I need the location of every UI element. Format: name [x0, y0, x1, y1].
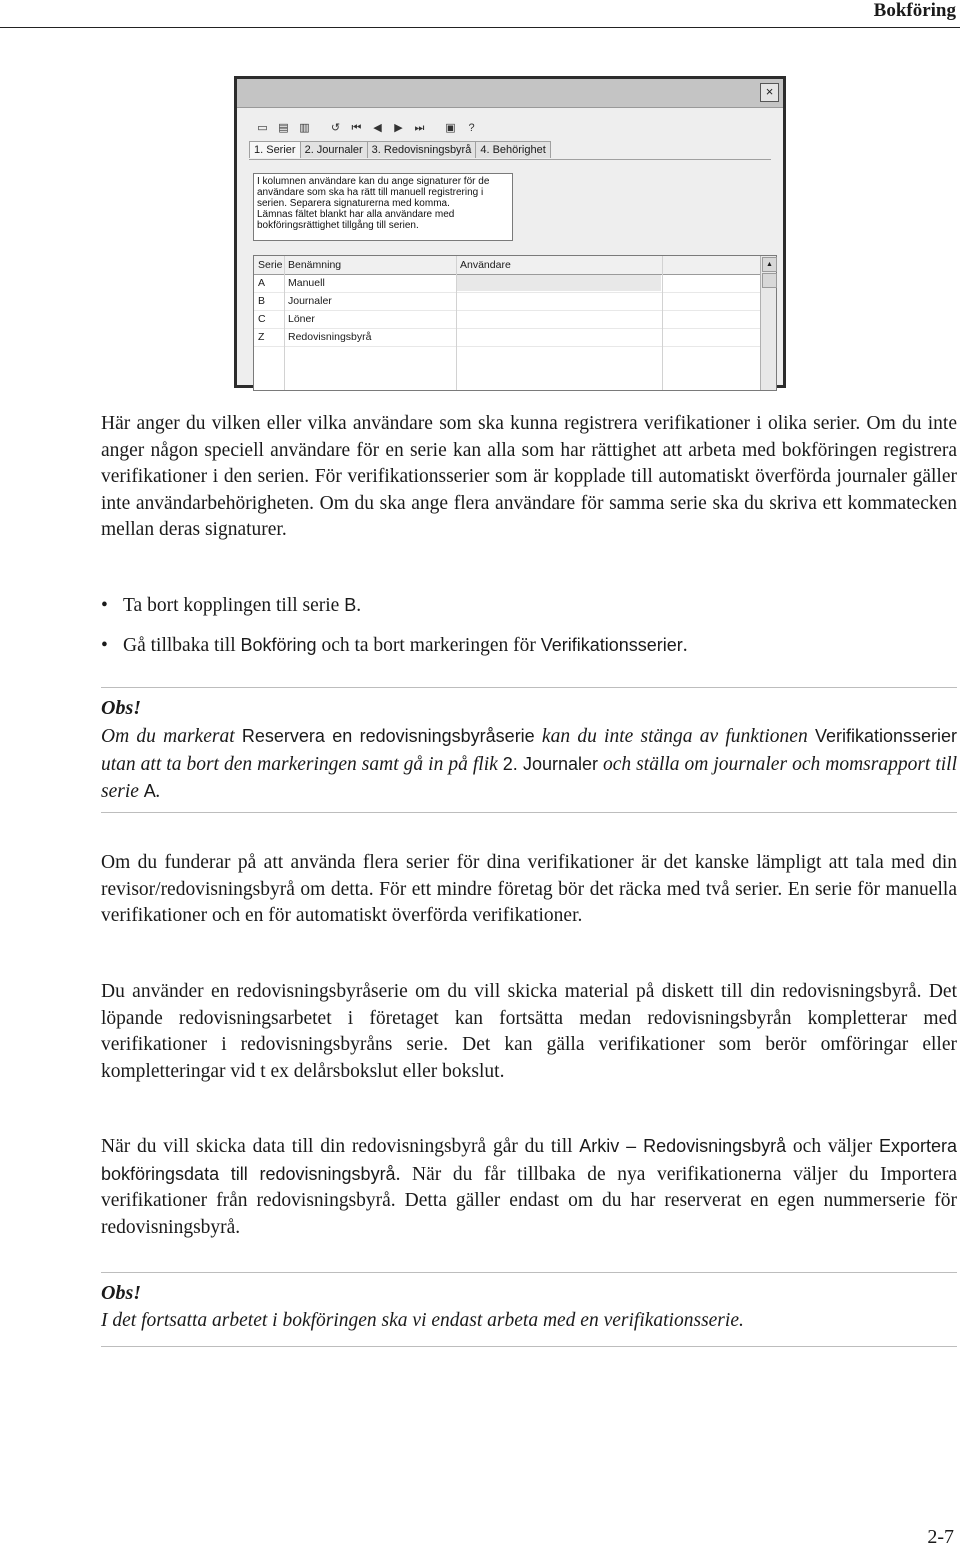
cell-name: Löner — [288, 313, 315, 325]
info-line: bokföringsrättighet tillgång till serien. — [257, 220, 419, 231]
tab-strip — [249, 141, 550, 158]
undo-icon[interactable]: ↺ — [330, 122, 341, 134]
settings-window — [234, 76, 786, 388]
toolbar-separator — [318, 121, 322, 135]
note-text: utan att ta bort den markeringen samt gå in på flik — [101, 753, 503, 775]
vertical-scrollbar[interactable] — [760, 256, 776, 390]
folder-icon[interactable]: ▭ — [257, 122, 268, 134]
prev-icon[interactable]: ◀ — [373, 122, 382, 134]
tab-behorighet[interactable]: 4. Behörighet — [475, 141, 550, 158]
obs-note: I det fortsatta arbetet i bokföringen ska vi endast arbeta med en verifikationsserie. — [101, 1310, 744, 1331]
divider-rule — [101, 1272, 957, 1273]
bullet-item — [101, 632, 688, 659]
cell-name: Manuell — [288, 277, 325, 289]
paragraph-text: och väljer — [786, 1136, 879, 1157]
note-text: och ställa om journaler och momsrapport till serie — [101, 753, 958, 802]
scroll-up-icon[interactable]: ▲ — [762, 257, 777, 272]
user-cell[interactable] — [456, 275, 661, 291]
paragraph-users: Här anger du vilken eller vilka användare som ska kunna registrera verifikationer i olika serier. Om du inte anger någon speciell användare för en serie kan alla som har rättighet att arbeta med bokföringen registrera verifikationer i den serien. För verifikationsserier som är kopplade till automatiskt överförda journaler gäller inte användarbehörigheten. Om du ska ange flera användare för samma serie ska du skriva ett kommatecken mellan deras signaturer. — [101, 413, 957, 540]
paragraph-bureau-series: Du använder en redovisningsbyråserie om du vill skicka material på diskett till din redovisningsbyrå. Det löpande redovisningsarbetet i företaget kan fortsätta medan redovisningsbyrån kompletterar med verifikationer i redovisningsbyråns serie. Det kan gälla verifikationer som berör omföringar eller kompletteringar vid t ex delårsbokslut eller bokslut. — [101, 981, 957, 1082]
divider-rule — [101, 812, 957, 813]
cell-serie: C — [258, 313, 266, 325]
cell-serie: A — [258, 277, 266, 289]
ui-term: Bokföring — [240, 635, 317, 655]
grid-divider — [662, 256, 663, 390]
info-box — [253, 173, 513, 241]
tab-journaler[interactable]: 2. Journaler — [300, 141, 368, 158]
running-header: Bokföring — [873, 0, 956, 21]
note-text: Om du markerat — [101, 726, 242, 747]
bullet-text: Ta bort kopplingen till serie — [123, 595, 345, 616]
tab-serier[interactable]: 1. Serier — [249, 141, 301, 158]
bullet-icon: • — [101, 595, 108, 616]
trash-icon[interactable]: ▥ — [299, 122, 310, 134]
info-line: Lämnas fältet blankt har alla användare med — [257, 209, 455, 220]
paragraph-text: . När du får tillbaka de nya verifikationerna väljer du Importera verifikationer från redovisningsbyrå. Detta gäller endast om du har reserverat en egen nummerserie för redovisningsbyrå. — [101, 1163, 958, 1238]
paragraph-series-advice: Om du funderar på att använda flera serier för dina verifikationer är det kanske lämpligt att tala med din revisor/redovisningsbyrå om detta. För ett mindre företag bör det räcka med två serier. En serie för manuella verifikationer och en för automatiskt överförda verifikationer. — [101, 852, 957, 926]
ui-term: Arkiv – Redovisningsbyrå — [579, 1136, 787, 1156]
info-line: serien. Separera signaturerna med komma. — [257, 198, 450, 209]
toolbar-separator — [433, 121, 437, 135]
bullet-icon: • — [101, 635, 108, 656]
column-header-anvandare[interactable]: Användare — [460, 259, 511, 271]
title-bar — [237, 79, 783, 108]
cell-name: Journaler — [288, 295, 332, 307]
column-header-serie[interactable]: Serie — [258, 259, 283, 271]
ui-term: Verifikationsserier — [814, 726, 957, 746]
ui-term: 2. Journaler — [502, 753, 598, 774]
ui-term: B — [344, 595, 357, 615]
ui-term: Verifikationsserier — [540, 635, 683, 655]
column-header-benamning[interactable]: Benämning — [288, 259, 342, 271]
ui-term: A — [143, 781, 156, 801]
ui-term: Exportera bokföringsdata till redovisningsbyrå — [101, 1136, 958, 1184]
cell-name: Redovisningsbyrå — [288, 331, 372, 343]
grid-divider — [456, 256, 457, 390]
bullet-text: Gå tillbaka till — [123, 635, 241, 656]
obs-note — [101, 723, 957, 806]
bullet-text: och ta bort markeringen för — [316, 635, 541, 656]
page-number: 2-7 — [927, 1526, 954, 1548]
first-icon[interactable]: ⏮ — [351, 122, 362, 134]
info-line: användare som ska ha rätt till manuell registrering i — [257, 187, 484, 198]
print-icon[interactable]: ▣ — [445, 122, 456, 134]
bullet-end: . — [682, 635, 688, 656]
scroll-thumb[interactable] — [762, 273, 777, 288]
next-icon[interactable]: ▶ — [394, 122, 403, 134]
table-row[interactable] — [254, 329, 776, 347]
last-icon[interactable]: ⏭ — [414, 122, 425, 134]
bullet-end: . — [356, 595, 362, 616]
paragraph-export — [101, 1133, 957, 1241]
table-row[interactable] — [254, 311, 776, 329]
close-icon[interactable]: × — [760, 83, 779, 102]
divider-rule — [101, 1346, 957, 1347]
note-text: kan du inte stänga av funktionen — [534, 726, 815, 747]
table-row[interactable] — [254, 293, 776, 311]
ui-term: Reservera en redovisningsbyråserie — [241, 726, 535, 746]
tab-underline — [249, 159, 771, 160]
note-text: . — [155, 781, 161, 802]
help-icon[interactable]: ? — [468, 122, 475, 134]
info-line: I kolumnen användare kan du ange signaturer för de — [257, 176, 490, 187]
header-rule — [0, 27, 960, 28]
table-row[interactable] — [254, 275, 776, 293]
grid-header — [254, 256, 776, 275]
paragraph-text: När du vill skicka data till din redovisningsbyrå går du till — [101, 1136, 580, 1157]
toolbar — [255, 121, 479, 137]
obs-label: Obs! — [101, 697, 142, 719]
grid-divider — [284, 256, 285, 390]
divider-rule — [101, 687, 957, 688]
cell-serie: Z — [258, 331, 265, 343]
bullet-item — [101, 592, 361, 619]
cell-serie: B — [258, 295, 266, 307]
folder-open-icon[interactable]: ▤ — [278, 122, 289, 134]
series-grid — [253, 255, 777, 391]
obs-label: Obs! — [101, 1282, 142, 1304]
tab-redovisningsbyra[interactable]: 3. Redovisningsbyrå — [367, 141, 477, 158]
